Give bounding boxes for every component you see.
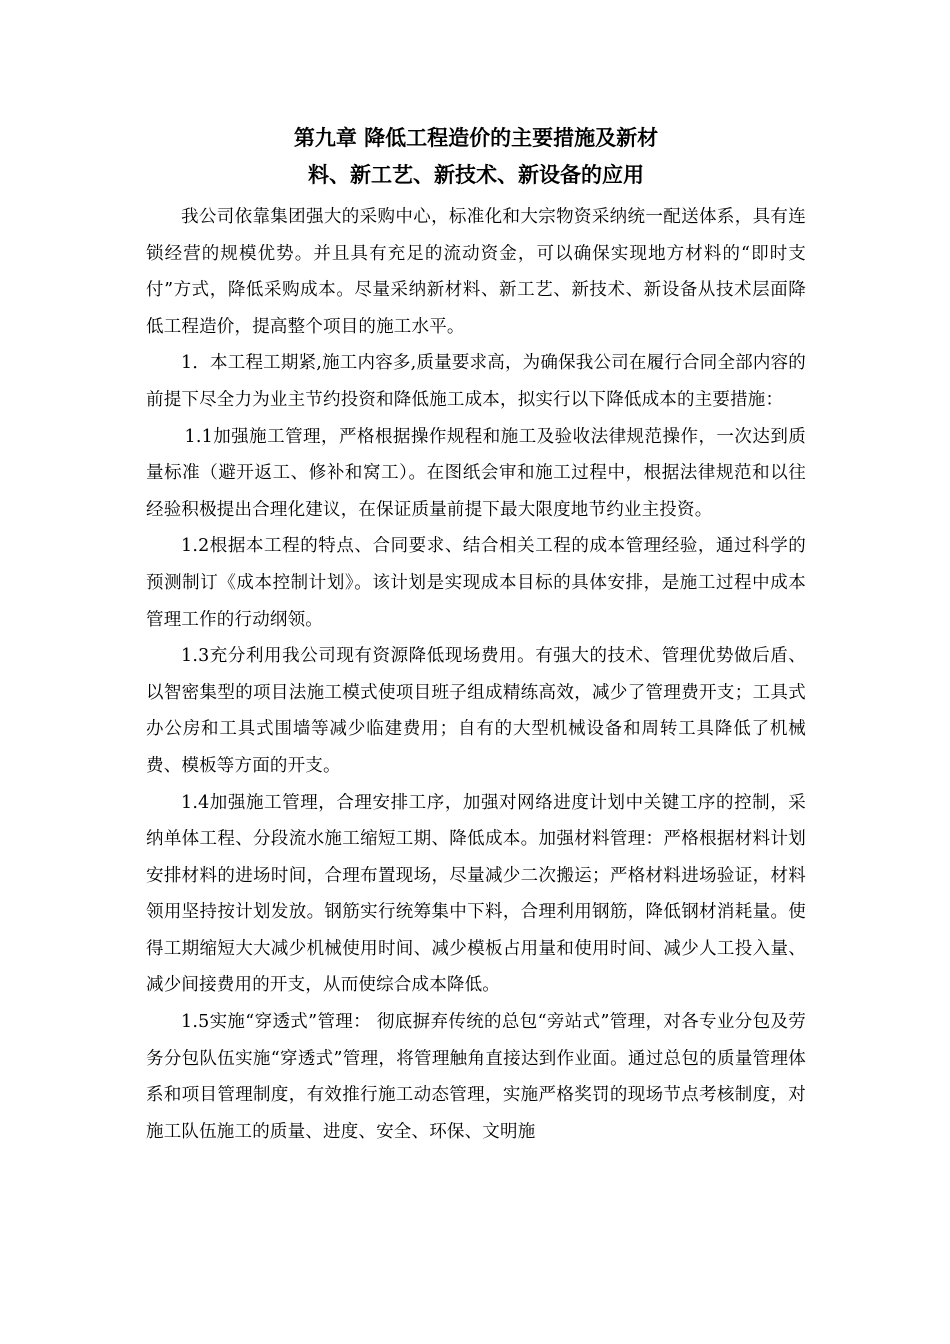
chapter-title-line-2: 料、新工艺、新技术、新设备的应用 (308, 163, 644, 187)
paragraph-1-4: 1.4加强施工管理，合理安排工序，加强对网络进度计划中关键工序的控制，采纳单体工程、分段流水施工缩短工期、降低成本。加强材料管理：严格根据材料计划安排材料的进场时间，合理布置现场，尽量减少二次搬运；严格材料进场验证，材料领用坚持按计划发放。钢筋实行统筹集中下料，合理利用钢筋，降低钢材消耗量。使得工期缩短大大减少机械使用时间、减少模板占用量和使用时间、减少人工投入量、减少间接费用的开支，从而使综合成本降低。 (146, 792, 806, 996)
paragraph-1-5: 1.5实施“穿透式”管理： 彻底摒弃传统的总包“旁站式”管理，对各专业分包及劳务分包队伍实施“穿透式”管理，将管理触角直接达到作业面。通过总包的质量管理体系和项目管理制度，有效推行施工动态管理，实施严格奖罚的现场节点考核制度，对施工队伍施工的质量、进度、安全、环保、文明施 (146, 1012, 806, 1142)
paragraph-1-3: 1.3充分利用我公司现有资源降低现场费用。有强大的技术、管理优势做后盾、以智密集型的项目法施工模式使项目班子组成精练高效，减少了管理费开支；工具式办公房和工具式围墙等减少临建费用；自有的大型机械设备和周转工具降低了机械费、模板等方面的开支。 (146, 646, 806, 776)
paragraph-intro: 我公司依靠集团强大的采购中心，标准化和大宗物资采纳统一配送体系，具有连锁经营的规模优势。并且具有充足的流动资金，可以确保实现地方材料的“即时支付”方式，降低采购成本。尽量采纳新材料、新工艺、新技术、新设备从技术层面降低工程造价，提高整个项目的施工水平。 (146, 207, 806, 337)
paragraph-1-2: 1.2根据本工程的特点、合同要求、结合相关工程的成本管理经验，通过科学的预测制订《成本控制计划》。该计划是实现成本目标的具体安排，是施工过程中成本管理工作的行动纲领。 (146, 536, 806, 630)
document-body (146, 120, 806, 1150)
chapter-title-line-1: 第九章 降低工程造价的主要措施及新材 (293, 126, 659, 150)
paragraph-1: 1．本工程工期紧,施工内容多,质量要求高，为确保我公司在履行合同全部内容的前提下尽全力为业主节约投资和降低施工成本，拟实行以下降低成本的主要措施： (146, 353, 806, 410)
paragraph-1-1: 1.1加强施工管理，严格根据操作规程和施工及验收法律规范操作，一次达到质量标准（避开返工、修补和窝工）。在图纸会审和施工过程中，根据法律规范和以往经验积极提出合理化建议，在保证质量前提下最大限度地节约业主投资。 (146, 426, 806, 520)
chapter-title (146, 120, 806, 194)
